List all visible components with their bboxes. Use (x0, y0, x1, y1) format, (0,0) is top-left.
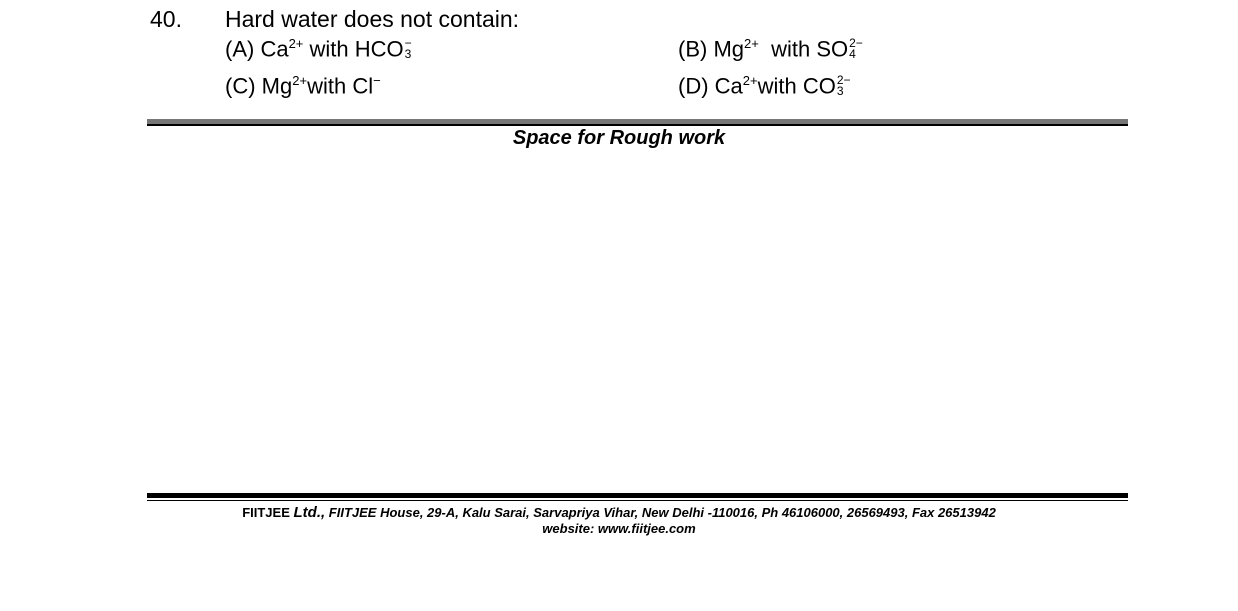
option-a-anion-charge: − (404, 35, 412, 50)
option-c-cation: Mg (261, 73, 293, 99)
option-a-anion-sub: 3 (404, 46, 412, 61)
option-d-cation-charge: 2+ (742, 73, 758, 88)
footer-address: FIITJEE House, 29-A, Kalu Sarai, Sarvapriya Vihar, New Delhi -110016, Ph 46106000, 26569493, Fax 26513942 (328, 505, 996, 520)
option-c (225, 73, 381, 99)
option-b-cation-charge: 2+ (744, 36, 759, 51)
option-a-cation-charge: 2+ (288, 36, 304, 51)
question-number: 40. (150, 6, 182, 32)
option-a-anion-script (404, 35, 412, 61)
option-c-with: with (307, 73, 347, 99)
option-d-anion-charge: 2− (836, 72, 851, 87)
option-a-cation: Ca (260, 36, 289, 62)
footer-address-line (0, 505, 1238, 521)
option-b-label: (B) (678, 36, 708, 62)
footer (0, 505, 1238, 537)
footer-divider-thin (147, 500, 1128, 501)
option-d-anion: CO (802, 73, 836, 99)
option-b-anion-script (849, 35, 863, 61)
option-d (678, 73, 851, 99)
option-c-label: (C) (225, 73, 256, 99)
option-c-anion-charge: − (373, 73, 381, 88)
footer-ltd: Ltd., (293, 504, 326, 521)
option-d-cation: Ca (714, 73, 743, 99)
option-b-anion-charge: 2− (849, 35, 863, 50)
option-d-label: (D) (678, 73, 709, 99)
option-a-label: (A) (225, 36, 255, 62)
option-b-anion: SO (816, 36, 849, 62)
top-divider (147, 119, 1128, 126)
option-d-anion-sub: 3 (836, 83, 844, 98)
option-a-anion: HCO (354, 36, 404, 62)
option-a (225, 36, 412, 62)
rough-work-heading: Space for Rough work (512, 127, 726, 149)
footer-divider-thick (147, 493, 1128, 498)
option-c-anion: Cl (352, 73, 374, 99)
option-d-anion-script (836, 72, 851, 98)
option-a-with: with (309, 36, 349, 62)
option-b-cation: Mg (713, 36, 745, 62)
option-d-with: with (757, 73, 797, 99)
option-b-with: with (771, 36, 811, 62)
footer-brand: FIITJEE (242, 505, 290, 520)
question-text: Hard water does not contain: (225, 6, 520, 32)
option-b (678, 36, 863, 62)
option-c-cation-charge: 2+ (292, 73, 308, 88)
option-b-anion-sub: 4 (849, 46, 856, 61)
footer-website: website: www.fiitjee.com (542, 521, 696, 536)
